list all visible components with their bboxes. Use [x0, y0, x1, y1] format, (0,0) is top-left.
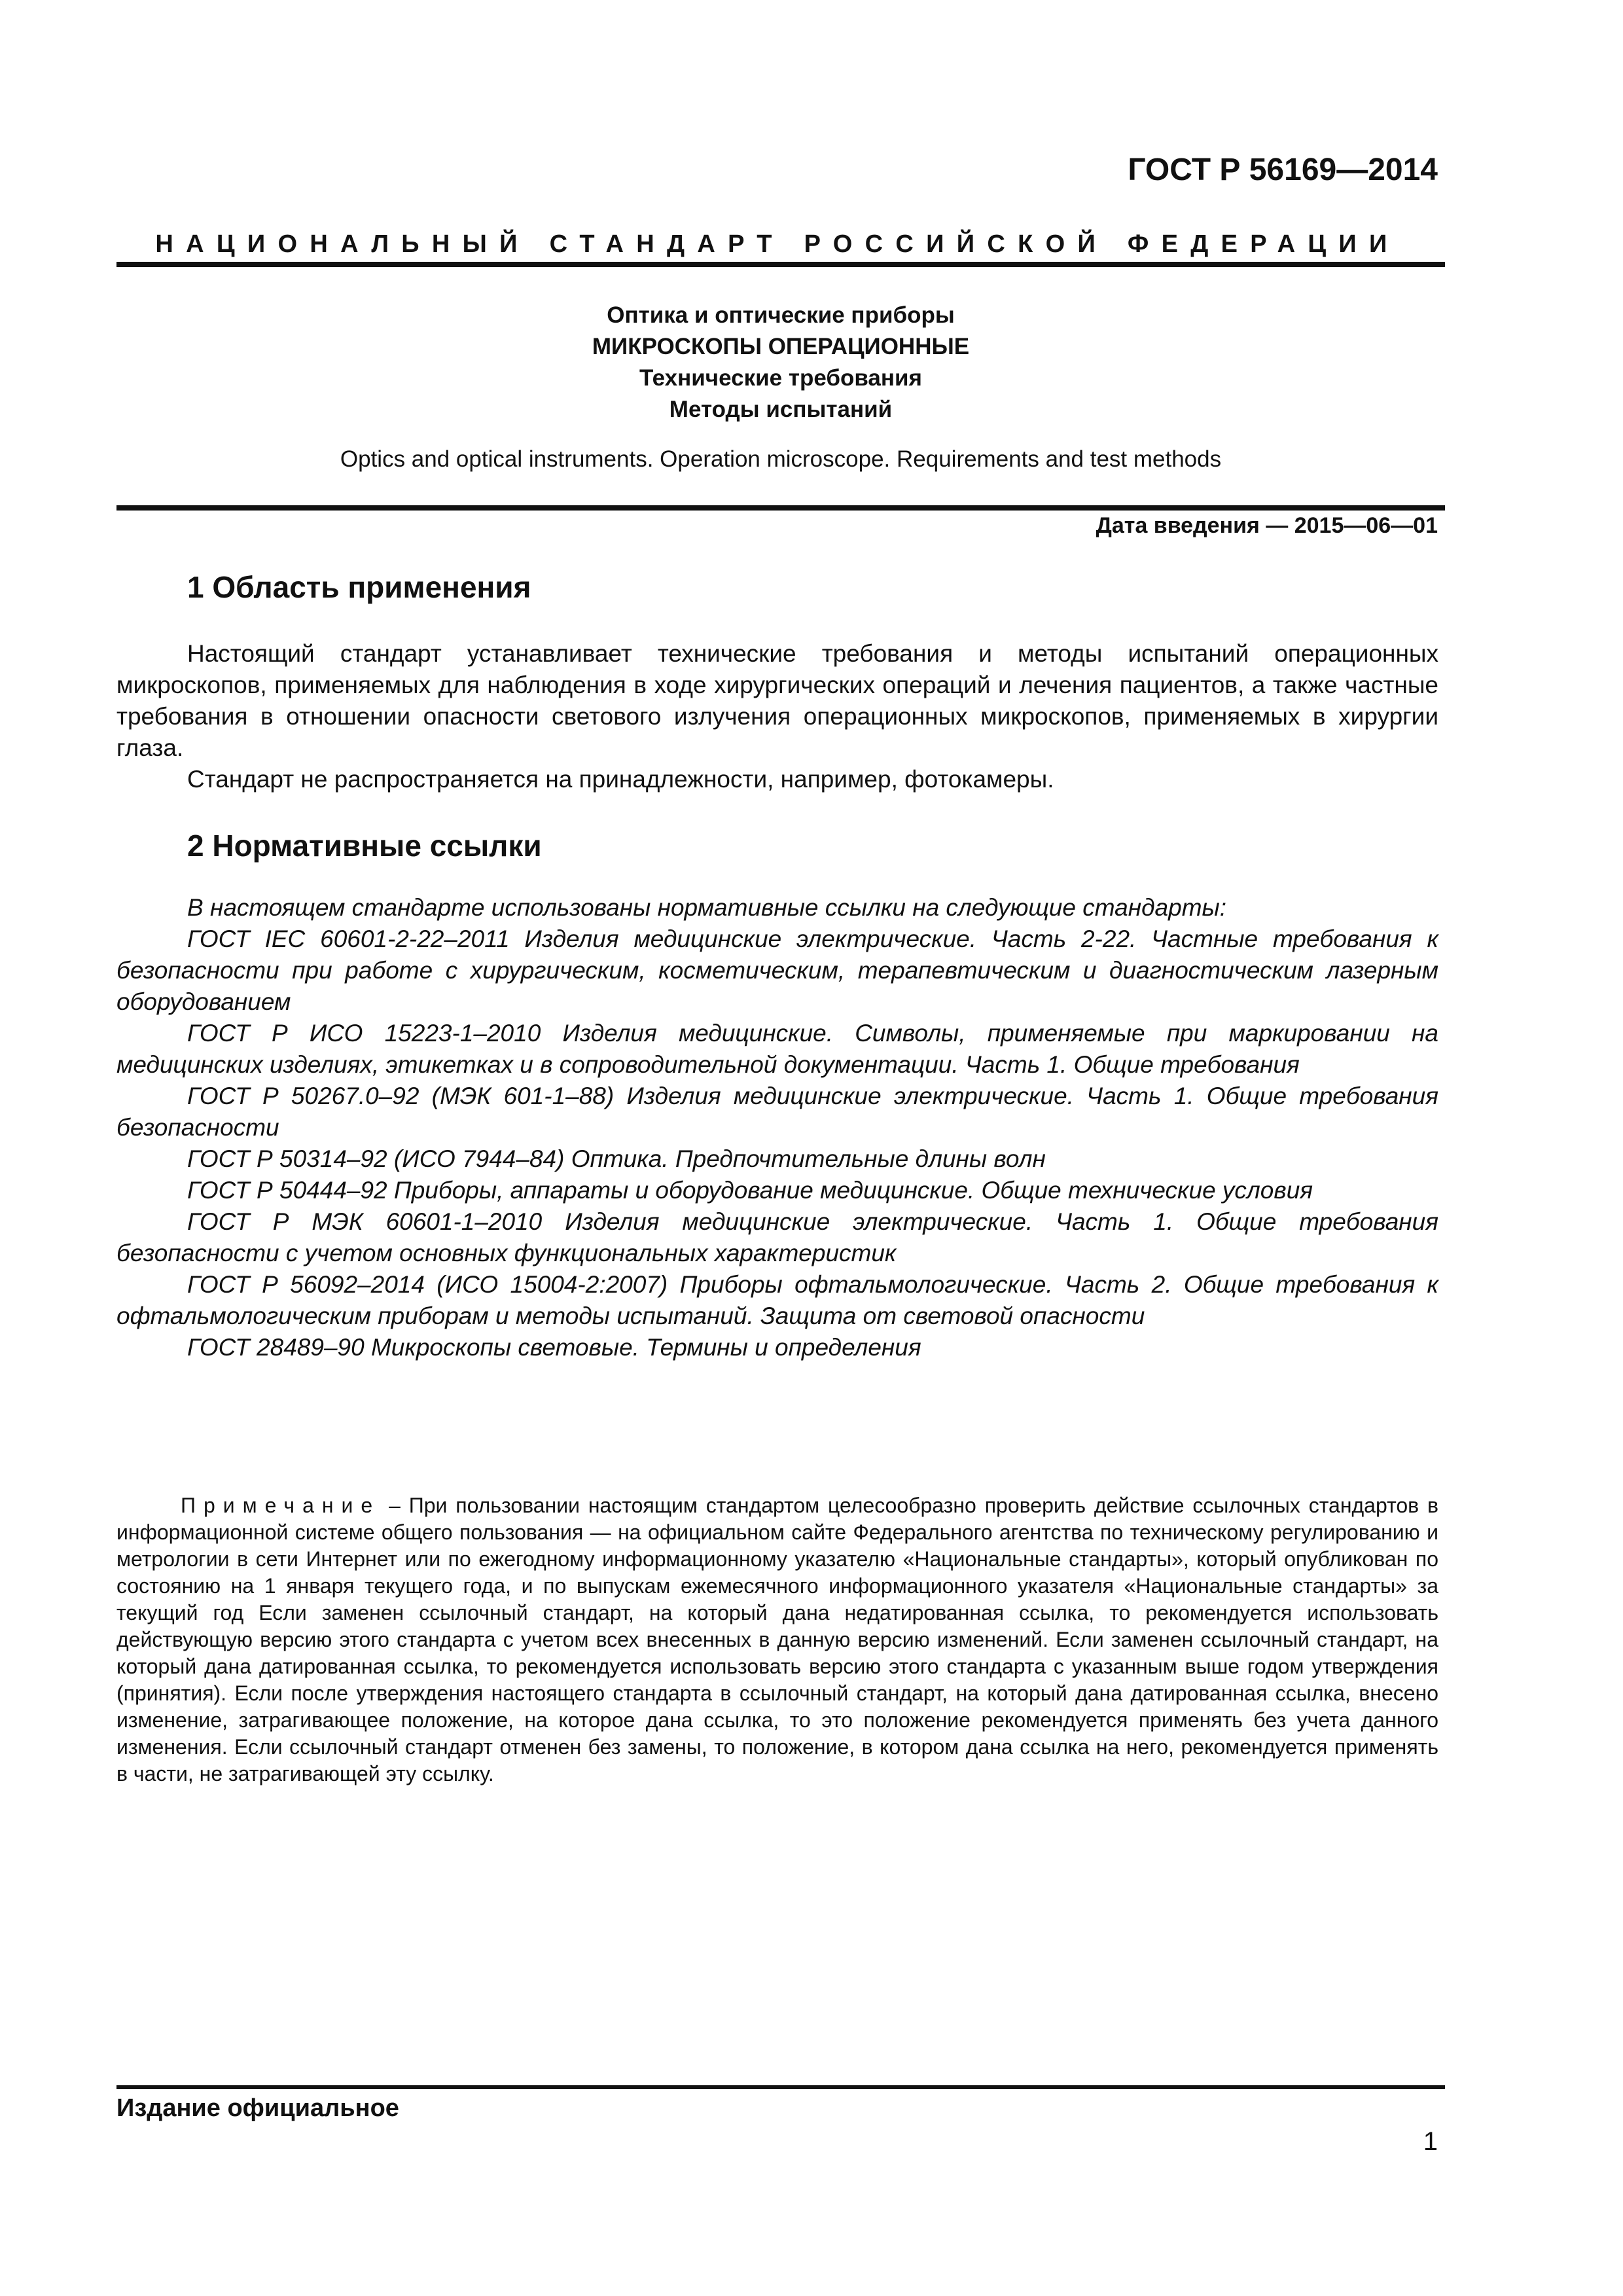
title-divider [116, 505, 1445, 511]
references-intro: В настоящем стандарте использованы нормативные ссылки на следующие стандарты: [187, 894, 1227, 921]
reference-item: ГОСТ Р МЭК 60601-1–2010 Изделия медицинские электрические. Часть 1. Общие требования безопасности с учетом основных функциональных характеристик [116, 1208, 1438, 1266]
reference-item: ГОСТ Р 50314–92 (ИСО 7944–84) Оптика. Предпочтительные длины волн [187, 1145, 1046, 1172]
title-line-3: Технические требования [639, 365, 922, 391]
reference-item: ГОСТ Р 50444–92 Приборы, аппараты и оборудование медицинские. Общие технические условия [187, 1177, 1313, 1204]
title-line-4: Методы испытаний [669, 397, 893, 422]
note-label: Примечание [181, 1494, 381, 1517]
note-text: – При пользовании настоящим стандартом целесообразно проверить действие ссылочных стандартов в информационной системе общего пользования — на официальном сайте Федерального агентства по техническому регулированию и метрологии в сети Интернет или по ежегодному информационному указателю «Национальные стандарты», который опубликован по состоянию на 1 января текущего года, и по выпускам ежемесячного информационного указателя «Национальные стандарты» за текущий год Если заменен ссылочный стандарт, на который дана недатированная ссылка, то рекомендуется использовать действующую версию этого стандарта с учетом всех внесенных в данную версию изменений. Если заменен ссылочный стандарт, на который дана датированная ссылка, то рекомендуется использовать версию этого стандарта с указанным выше годом утверждения (принятия). Если после утверждения настоящего стандарта в ссылочный стандарт, на который дана датированная ссылка, внесено изменение, затрагивающее положение, на которое дана ссылка, то это положение рекомендуется применять без учета данного изменения. Если ссылочный стандарт отменен без замены, то положение, в котором дана ссылка на него, рекомендуется применять в части, не затрагивающей эту ссылку. [116, 1494, 1439, 1785]
english-title: Optics and optical instruments. Operation microscope. Requirements and test methods [340, 446, 1222, 472]
reference-item: ГОСТ Р 50267.0–92 (МЭК 601-1–88) Изделия медицинские электрические. Часть 1. Общие требования безопасности [116, 1083, 1438, 1141]
document-code: ГОСТ Р 56169—2014 [1128, 152, 1438, 187]
footer-divider [116, 2085, 1445, 2089]
reference-item: ГОСТ Р ИСО 15223-1–2010 Изделия медицинские. Символы, применяемые при маркировании на медицинских изделиях, этикетках и в сопроводительной документации. Часть 1. Общие требования [116, 1020, 1438, 1078]
national-standard-banner: НАЦИОНАЛЬНЫЙ СТАНДАРТ РОССИЙСКОЙ ФЕДЕРАЦИИ [155, 230, 1400, 258]
note-paragraph [116, 1492, 1438, 1787]
title-line-1: Оптика и оптические приборы [607, 302, 955, 328]
reference-item: ГОСТ Р 56092–2014 (ИСО 15004-2:2007) Приборы офтальмологические. Часть 2. Общие требования к офтальмологическим приборам и методы испытаний. Защита от световой опасности [116, 1271, 1438, 1329]
reference-item: ГОСТ 28489–90 Микроскопы световые. Термины и определения [187, 1334, 921, 1361]
normative-references [116, 892, 1438, 1363]
scope-exclusion-paragraph: Стандарт не распространяется на принадлежности, например, фотокамеры. [187, 766, 1054, 793]
introduction-date: Дата введения — 2015—06—01 [1096, 513, 1438, 538]
page-number: 1 [1423, 2127, 1438, 2156]
reference-item: ГОСТ IEC 60601-2-22–2011 Изделия медицинские электрические. Часть 2-22. Частные требования к безопасности при работе с хирургическим, косметическим, терапевтическим и диагностическим лазерным оборудованием [116, 925, 1438, 1015]
top-divider [116, 262, 1445, 267]
title-line-2: МИКРОСКОПЫ ОПЕРАЦИОННЫЕ [592, 334, 970, 359]
title-block [116, 300, 1445, 425]
official-edition-label: Издание официальное [116, 2094, 399, 2122]
section-1-heading: 1 Область применения [187, 570, 531, 604]
section-2-heading: 2 Нормативные ссылки [187, 829, 542, 863]
scope-paragraph: Настоящий стандарт устанавливает технические требования и методы испытаний операционных микроскопов, применяемых для наблюдения в ходе хирургических операций и лечения пациентов, а также частные требования в отношении опасности светового излучения операционных микроскопов, применяемых в хирургии глаза. [116, 640, 1438, 761]
